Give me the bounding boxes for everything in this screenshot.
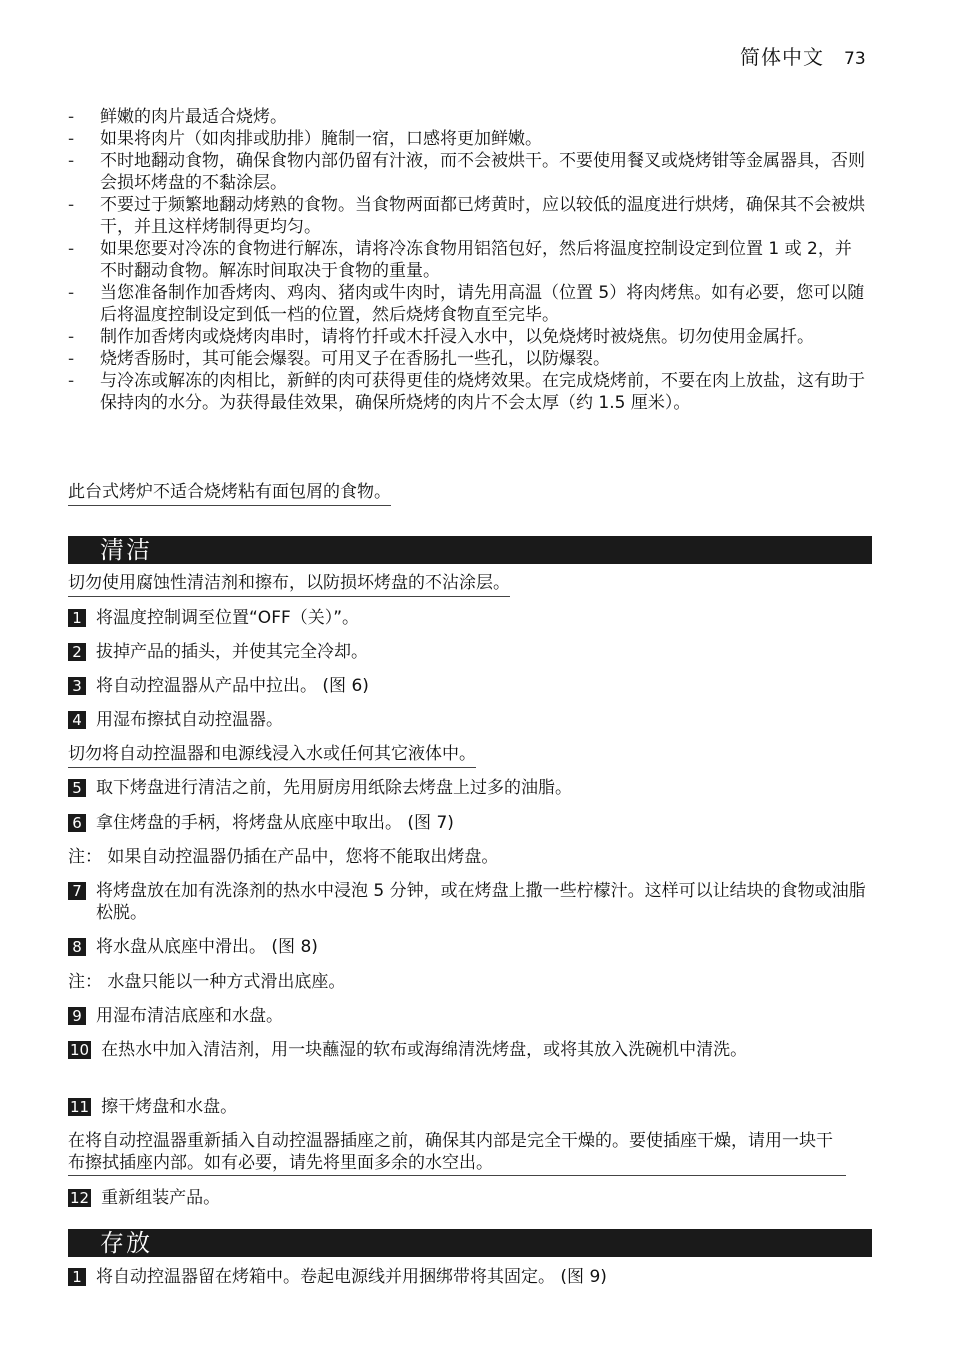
- step-text: 将烤盘放在加有洗涤剂的热水中浸泡 5 分钟，或在烤盘上撒一些柠檬汁。这样可以让结块的食物或油脂松脱。: [96, 881, 866, 923]
- page-number: 73: [844, 49, 866, 69]
- step-number: 6: [68, 814, 86, 832]
- step-9: [68, 1005, 868, 1027]
- step-number: 5: [68, 779, 86, 797]
- tip-item: - 与冷冻或解冻的肉相比，新鲜的肉可获得更佳的烧烤效果。在完成烧烤前，不要在肉上放盐，这有助于保持肉的水分。为获得最佳效果，确保所烧烤的肉片不会太厚（约 1.5 厘米）。: [68, 370, 868, 414]
- step-3: [68, 675, 868, 697]
- tip-item: - 制作加香烤肉或烧烤肉串时，请将竹扦或木扦浸入水中，以免烧烤时被烧焦。切勿使用金属扦。: [68, 326, 868, 348]
- step-number: 3: [68, 677, 86, 695]
- step-8: [68, 936, 868, 958]
- cleaning-warning-bottom: 在将自动控温器重新插入自动控温器插座之前，确保其内部是完全干燥的。要使插座干燥，请用一块干布擦拭插座内部。如有必要，请先将里面多余的水空出。: [68, 1130, 846, 1176]
- tip-item: - 如果您要对冷冻的食物进行解冻，请将冷冻食物用铝箔包好，然后将温度控制设定到位置 1 或 2，并不时翻动食物。解冻时间取决于食物的重量。: [68, 238, 868, 282]
- step-text: 将水盘从底座中滑出。 (图 8): [96, 937, 318, 957]
- step-1: [68, 607, 868, 629]
- step-number: 1: [68, 609, 86, 627]
- step-6: [68, 812, 868, 834]
- step-text: 擦干烤盘和水盘。: [101, 1097, 238, 1117]
- step-7: [68, 880, 868, 924]
- step-number: 4: [68, 711, 86, 729]
- section-title-cleaning: 清洁: [68, 536, 872, 564]
- step-number: 8: [68, 938, 86, 956]
- storage-step-1: [68, 1266, 868, 1288]
- cleaning-warning-top: 切勿使用腐蚀性清洁剂和擦布，以防损坏烤盘的不沾涂层。: [68, 572, 510, 597]
- tip-item: - 烧烤香肠时，其可能会爆裂。可用叉子在香肠扎一些孔，以防爆裂。: [68, 348, 868, 370]
- step-10: [68, 1039, 868, 1061]
- step-4: [68, 709, 868, 731]
- tips-note: 此台式烤炉不适合烧烤粘有面包屑的食物。: [68, 481, 391, 506]
- tips-list: [68, 106, 868, 414]
- step-text: 用湿布擦拭自动控温器。: [96, 710, 283, 730]
- step-text: 拔掉产品的插头，并使其完全冷却。: [96, 642, 368, 662]
- tip-item: - 当您准备制作加香烤肉、鸡肉、猪肉或牛肉时，请先用高温（位置 5）将肉烤焦。如有必要，您可以随后将温度控制设定到低一档的位置，然后烧烤食物直至完毕。: [68, 282, 868, 326]
- step-5: [68, 777, 868, 799]
- step-12: [68, 1187, 868, 1209]
- page-header: [740, 46, 880, 70]
- step-number: 9: [68, 1007, 86, 1025]
- step-text: 将温度控制调至位置“OFF（关）”。: [96, 608, 360, 628]
- note-1: 注： 如果自动控温器仍插在产品中，您将不能取出烤盘。: [68, 847, 499, 867]
- step-number: 10: [70, 1041, 90, 1059]
- step-11: [68, 1096, 868, 1118]
- step-2: [68, 641, 868, 663]
- language-label: 简体中文: [740, 45, 824, 69]
- section-title-storage: 存放: [68, 1229, 872, 1257]
- tip-item: - 鲜嫩的肉片最适合烧烤。: [68, 106, 868, 128]
- tip-item: - 不时地翻动食物，确保食物内部仍留有汁液，而不会被烘干。不要使用餐叉或烧烤钳等金属器具，否则会损坏烤盘的不黏涂层。: [68, 150, 868, 194]
- cleaning-warning-mid: 切勿将自动控温器和电源线浸入水或任何其它液体中。: [68, 743, 476, 768]
- step-text: 将自动控温器从产品中拉出。 (图 6): [96, 676, 369, 696]
- tip-item: - 如果将肉片（如肉排或肋排）腌制一宿，口感将更加鲜嫩。: [68, 128, 868, 150]
- step-number: 7: [68, 882, 86, 900]
- tip-item: - 不要过于频繁地翻动烤熟的食物。当食物两面都已烤黄时，应以较低的温度进行烘烤，确保其不会被烘干，并且这样烤制得更均匀。: [68, 194, 868, 238]
- step-text: 将自动控温器留在烤箱中。卷起电源线并用捆绑带将其固定。 (图 9): [96, 1267, 607, 1287]
- step-text: 取下烤盘进行清洁之前，先用厨房用纸除去烤盘上过多的油脂。: [96, 778, 572, 798]
- note-2: 注： 水盘只能以一种方式滑出底座。: [68, 972, 346, 992]
- step-text: 重新组装产品。: [101, 1188, 221, 1208]
- step-number: 11: [70, 1098, 90, 1116]
- step-text: 拿住烤盘的手柄，将烤盘从底座中取出。 (图 7): [96, 813, 454, 833]
- step-text: 用湿布清洁底座和水盘。: [96, 1006, 283, 1026]
- step-number: 2: [68, 643, 86, 661]
- step-number: 1: [68, 1268, 86, 1286]
- step-number: 12: [70, 1189, 90, 1207]
- step-text: 在热水中加入清洁剂，用一块蘸湿的软布或海绵清洗烤盘，或将其放入洗碗机中清洗。: [101, 1040, 748, 1060]
